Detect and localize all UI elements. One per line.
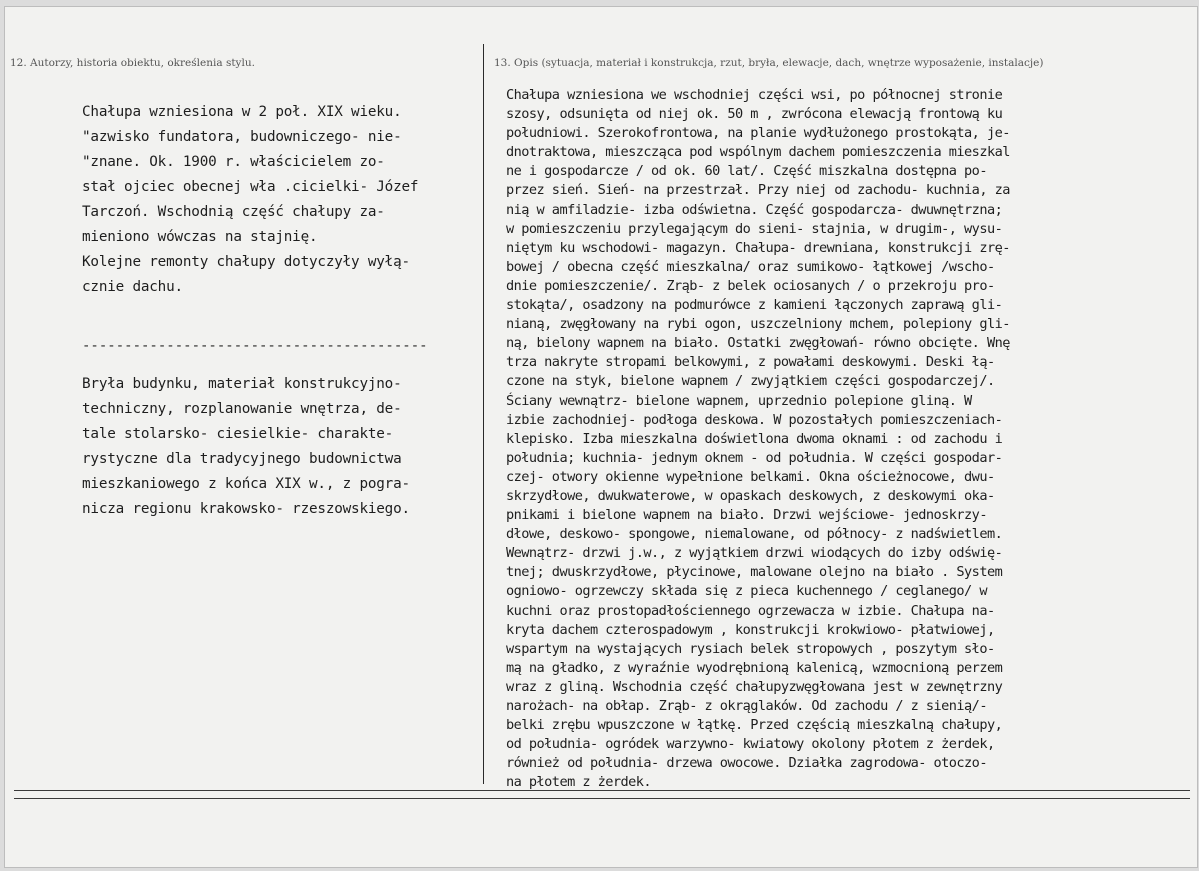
description-line: Wewnątrz- drzwi j.w., z wyjątkiem drzwi wiodących do izby odświę- xyxy=(506,545,1003,562)
description-line: dnotraktowa, mieszcząca pod wspólnym dachem pomieszczenia mieszkal xyxy=(506,144,1010,161)
description-line: tnej; dwuskrzydłowe, płycinowe, malowane olejno na biało . System xyxy=(506,564,1003,581)
style-line: mieszkaniowego z końca XIX w., z pogra- xyxy=(82,476,410,492)
description-line: również od południa- drzewa owocowe. Działka zagrodowa- otoczo- xyxy=(506,755,987,772)
description-line: Chałupa wzniesiona we wschodniej części wsi, po północnej stronie xyxy=(506,87,1003,103)
description-line: nianą, zwęgłowany na rybi ogon, uszczelniony mchem, polepiony gli- xyxy=(506,316,1010,333)
description-line: skrzydłowe, dwukwaterowe, w opaskach deskowych, z deskowymi oka- xyxy=(506,487,995,504)
description-line: szosy, odsunięta od niej ok. 50 m , zwrócona elewacją frontową ku xyxy=(506,106,1003,123)
description-line: klepisko. Izba mieszkalna doświetlona dwoma oknami : od zachodu i xyxy=(506,430,1003,447)
description-line: na płotem z żerdek. xyxy=(506,774,652,791)
description-line: ne i gospodarcze / od ok. 60 lat/. Część miszkalna dostępna po- xyxy=(506,163,987,180)
description-text-block xyxy=(506,86,1192,792)
description-line: mą na gładko, z wyraźnie wyodrębnioną kalenicą, wzmocnioną perzem xyxy=(506,659,1003,676)
description-line: kryta dachem czterospadowym , konstrukcji krokwiowo- płatwiowej, xyxy=(506,621,995,638)
column-divider xyxy=(483,44,484,784)
description-line: bowej / obecna część mieszkalna/ oraz sumikowo- łątkowej /wscho- xyxy=(506,258,995,275)
description-line: czone na styk, bielone wapnem / zwyjątkiem części gospodarczej/. xyxy=(506,373,995,390)
description-line: dłowe, deskowo- spongowe, niemalowane, od północy- z nadświetlem. xyxy=(506,526,1003,543)
style-line: techniczny, rozplanowanie wnętrza, de- xyxy=(82,401,402,417)
style-line: tale stolarsko- ciesielkie- charakte- xyxy=(82,426,394,442)
history-line: cznie dachu. xyxy=(82,279,183,295)
description-line: od południa- ogródek warzywno- kwiatowy okolony płotem z żerdek, xyxy=(506,736,995,753)
description-line: narożach- na obłap. Zrąb- z okrąglaków. Od zachodu / z sienią/- xyxy=(506,698,987,714)
description-line: w pomieszczeniu przylegającym do sieni- stajnia, w drugim-, wysu- xyxy=(506,220,1003,237)
history-line: "azwisko fundatora, budowniczego- nie- xyxy=(82,129,402,145)
bottom-rule-second xyxy=(14,798,1190,799)
description-line: niętym ku wschodowi- magazyn. Chałupa- drewniana, konstrukcji zrę- xyxy=(506,239,1010,256)
history-line: Kolejne remonty chałupy dotyczyły wyłą- xyxy=(82,254,410,270)
typed-separator: ----------------------------------------- xyxy=(82,338,428,354)
history-line: mieniono wówczas na stajnię. xyxy=(82,229,318,245)
style-line: Bryła budynku, materiał konstrukcyjno- xyxy=(82,376,402,392)
description-line: wraz z gliną. Wschodnia część chałupyzwęgłowana jest w zewnętrzny xyxy=(506,678,1003,695)
description-line: ną, bielony wapnem na biało. Ostatki zwęgłowań- równo obcięte. Wnę xyxy=(506,335,1010,352)
description-line: stokąta/, osadzony na podmurówce z kamieni łączonych zaprawą gli- xyxy=(506,297,1003,314)
description-line: Ściany wewnątrz- bielone wapnem, uprzednio polepione gliną. W xyxy=(506,392,972,409)
description-line: przez sień. Sień- na przestrzał. Przy niej od zachodu- kuchnia, za xyxy=(506,182,1010,199)
description-line: belki zrębu wpuszczone w łątkę. Przed częścią mieszkalną chałupy, xyxy=(506,717,1003,734)
description-line: ogniowo- ogrzewczy składa się z pieca kuchennego / ceglanego/ w xyxy=(506,583,987,600)
history-line: Tarczoń. Wschodnią część chałupy za- xyxy=(82,204,385,220)
section-12-header: 12. Autorzy, historia obiektu, określenia stylu. xyxy=(10,57,255,69)
description-line: dnie pomieszczenie/. Zrąb- z belek ociosanych / o przekroju pro- xyxy=(506,277,995,294)
description-line: wspartym na wystających rysiach belek stropowych , poszytym sło- xyxy=(506,640,995,657)
description-line: trza nakryte stropami belkowymi, z powałami deskowymi. Deski łą- xyxy=(506,354,995,371)
description-line: nią w amfiladzie- izba odświetna. Część gospodarcza- dwuwnętrzna; xyxy=(506,201,1003,218)
description-line: południowi. Szerokofrontowa, na planie wydłużonego prostokąta, je- xyxy=(506,125,1010,142)
description-line: czej- otwory okienne wypełnione belkami. Okna ościeżnocowe, dwu- xyxy=(506,468,995,485)
description-line: kuchni oraz prostopadłościennego ogrzewacza w izbie. Chałupa na- xyxy=(506,602,995,619)
section-13-header: 13. Opis (sytuacja, materiał i konstrukcja, rzut, bryła, elewacje, dach, wnętrze wyposażenie, instalacje) xyxy=(494,57,1044,69)
style-text-block xyxy=(82,372,482,522)
history-line: "znane. Ok. 1900 r. właścicielem zo- xyxy=(82,154,385,170)
history-text-block xyxy=(82,100,482,300)
description-line: pnikami i bielone wapnem na biało. Drzwi wejściowe- jednoskrzy- xyxy=(506,507,987,524)
description-line: izbie zachodniej- podłoga deskowa. W pozostałych pomieszczeniach- xyxy=(506,411,1003,428)
style-line: nicza regionu krakowsko- rzeszowskiego. xyxy=(82,501,410,517)
history-line: stał ojciec obecnej wła .cicielki- Józef xyxy=(82,179,419,195)
description-line: południa; kuchnia- jednym oknem - od południa. W części gospodar- xyxy=(506,449,1003,466)
style-line: rystyczne dla tradycyjnego budownictwa xyxy=(82,451,402,467)
history-line: Chałupa wzniesiona w 2 poł. XIX wieku. xyxy=(82,104,402,120)
